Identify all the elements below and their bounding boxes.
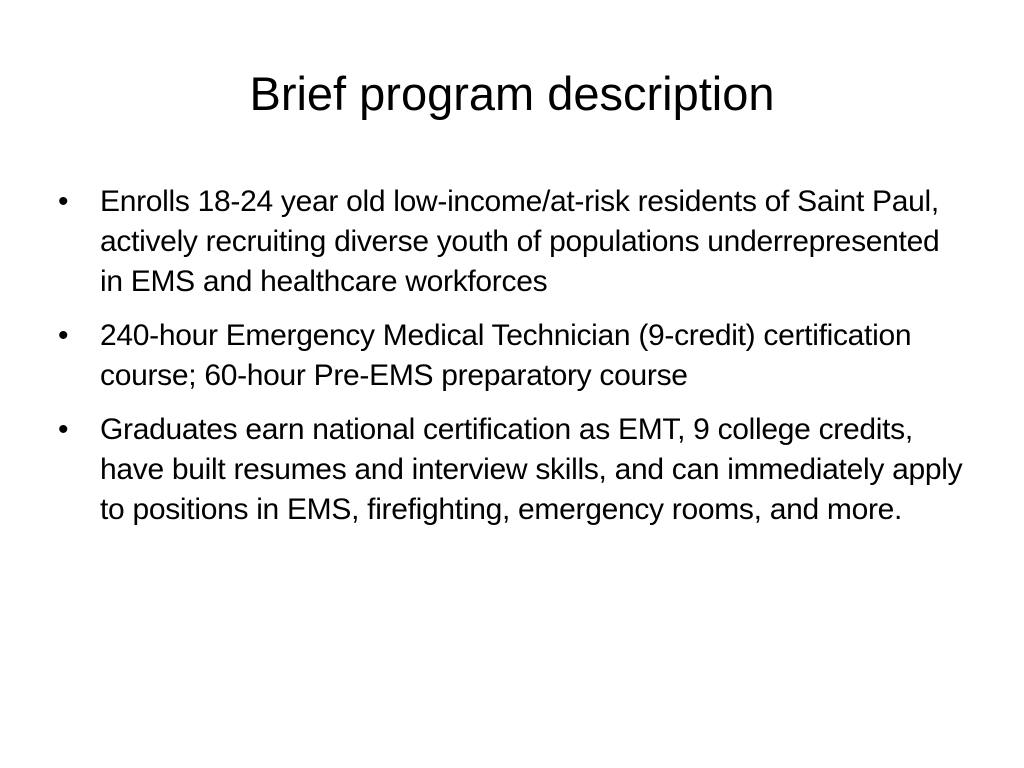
bullet-list <box>56 182 966 544</box>
bullet-dot-icon: • <box>58 319 69 352</box>
bullet-text: 240-hour Emergency Medical Technician (9-credit) certification course; 60-hour Pre-EMS preparatory course <box>100 319 912 392</box>
bullet-text: Graduates earn national certification as EMT, 9 college credits, have built resumes and interview skills, and can immediately apply to positions in EMS, firefighting, emergency rooms, and more. <box>100 413 963 526</box>
bullet-dot-icon: • <box>58 413 69 446</box>
bullet-dot-icon: • <box>58 185 69 218</box>
bullet-item <box>56 316 966 396</box>
bullet-text: Enrolls 18-24 year old low-income/at-risk residents of Saint Paul, actively recruiting diverse youth of populations underrepresented in EMS and healthcare workforces <box>100 185 940 298</box>
bullet-item <box>56 410 966 530</box>
slide-title: Brief program description <box>249 67 775 120</box>
bullet-item <box>56 182 966 302</box>
